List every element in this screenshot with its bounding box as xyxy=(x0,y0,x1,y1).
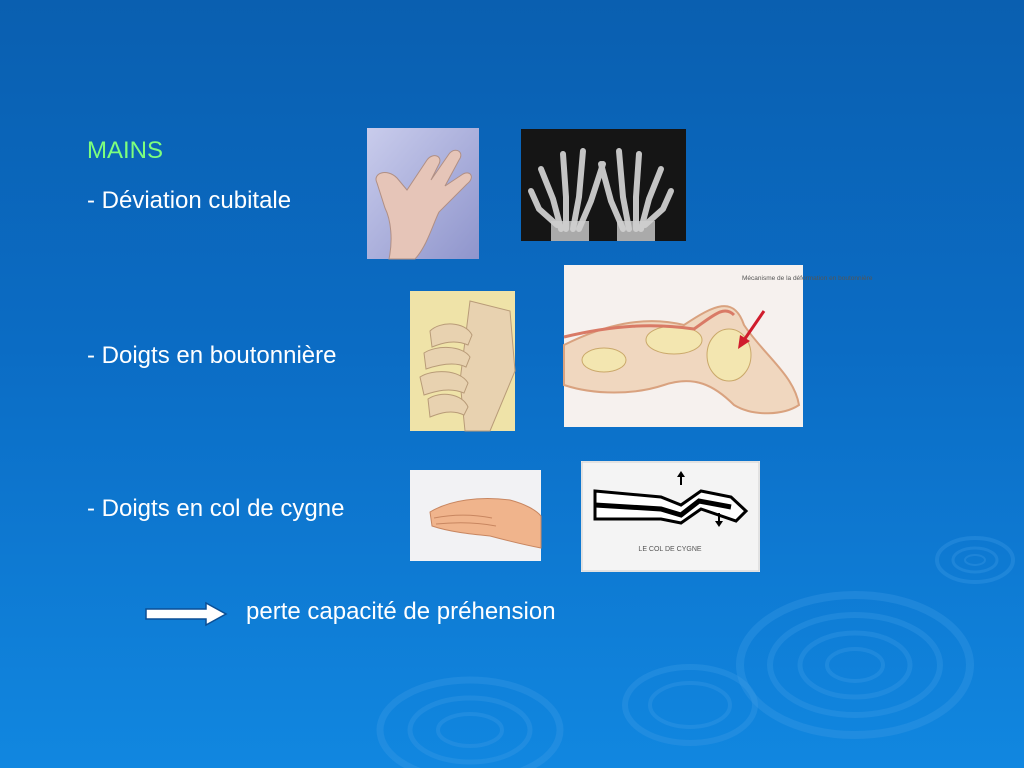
item-boutonniere: - Doigts en boutonnière xyxy=(87,342,337,369)
boutonniere-photo xyxy=(410,291,515,431)
swan-neck-diagram xyxy=(581,461,760,572)
hands-xray-photo xyxy=(521,129,686,241)
ulnar-deviation-photo xyxy=(367,128,479,259)
section-heading: MAINS xyxy=(87,137,164,164)
boutonniere-diagram-caption: Mécanisme de la déformation en boutonnière xyxy=(742,275,873,282)
item-ulnar-deviation: - Déviation cubitale xyxy=(87,187,292,214)
boutonniere-diagram xyxy=(564,265,873,427)
conclusion-text: perte capacité de préhension xyxy=(246,598,556,625)
swan-neck-diagram-caption: LE COL DE CYGNE xyxy=(638,546,702,553)
right-arrow-icon xyxy=(144,602,228,626)
item-swan-neck: - Doigts en col de cygne xyxy=(87,495,345,522)
swan-neck-photo xyxy=(410,470,541,561)
